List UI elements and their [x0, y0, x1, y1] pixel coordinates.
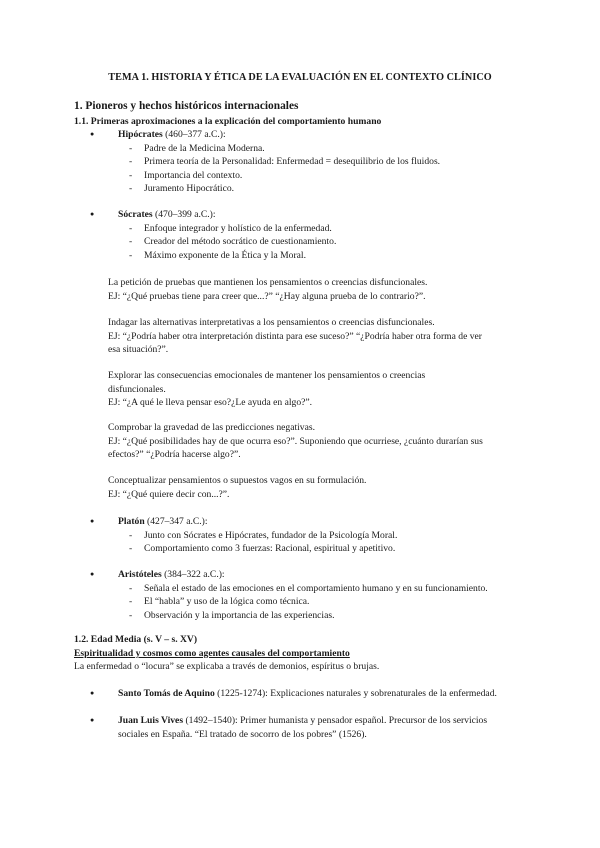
sub-item: - Juramento Hipocrático. [74, 182, 534, 196]
person-name: Platón [118, 516, 145, 527]
list-item [74, 714, 534, 728]
sub-item: - Primera teoría de la Personalidad: Enfermedad = desequilibrio de los fluidos. [74, 155, 534, 169]
text-line: EJ: “¿A qué le lleva pensar eso?¿Le ayuda en algo?”. [108, 397, 313, 408]
list-item [74, 568, 534, 582]
text-line: esa situación?”. [108, 344, 169, 355]
person-dates: (470–399 a.C.): [152, 209, 216, 220]
sub-item: - El “habla” y uso de la lógica como técnica. [74, 595, 534, 609]
sub-item: - Enfoque integrador y holístico de la enfermedad. [74, 222, 534, 236]
sub-item: - Padre de la Medicina Moderna. [74, 142, 534, 156]
person-name: Juan Luis Vives [118, 715, 184, 726]
sub-item: - Comportamiento como 3 fuerzas: Racional, espiritual y apetitivo. [74, 542, 534, 556]
sub-item: - Importancia del contexto. [74, 169, 534, 183]
paragraph [74, 316, 568, 357]
socrates-block [74, 208, 534, 262]
sub-item: - Observación y la importancia de las experiencias. [74, 609, 534, 623]
platon-block [74, 515, 534, 556]
text-line: sociales en España. “El tratado de socorro de los pobres” (1526). [118, 728, 367, 740]
hipocrates-block [74, 128, 534, 196]
text-line: La petición de pruebas que mantienen los pensamientos o creencias disfuncionales. [108, 277, 428, 288]
person-name: Hipócrates [118, 129, 163, 140]
sub-item: - Junto con Sócrates e Hipócrates, fundador de la Psicología Moral. [74, 529, 534, 543]
text-line: EJ: “¿Qué pruebas tiene para creer que...?” “¿Hay alguna prueba de lo contrario?”. [108, 290, 426, 302]
person-name: Santo Tomás de Aquino [118, 688, 215, 699]
aquino-block [74, 687, 534, 701]
list-item [74, 687, 534, 701]
text-line: Comprobar la gravedad de las predicciones negativas. [108, 422, 315, 433]
list-item [74, 515, 534, 529]
text-line: Conceptualizar pensamientos o supuestos vagos en su formulación. [108, 475, 367, 486]
list-item [74, 208, 534, 222]
sub-item: - Máximo exponente de la Ética y la Moral. [74, 249, 534, 263]
paragraph [74, 369, 568, 410]
intro-text: La enfermedad o “locura” se explicaba a través de demonios, espíritus o brujas. [74, 661, 380, 672]
person-text: (1225-1274): Explicaciones naturales y sobrenaturales de la enfermedad. [214, 688, 497, 699]
subsection-heading: 1.2. Edad Media (s. V – s. XV) [74, 634, 198, 645]
page-title: TEMA 1. HISTORIA Y ÉTICA DE LA EVALUACIÓN EN EL CONTEXTO CLÍNICO [108, 72, 492, 83]
text-line: efectos?” “¿Podría hacerse algo?”. [108, 449, 241, 460]
person-dates: (427–347 a.C.): [144, 516, 208, 527]
person-name: Aristóteles [118, 569, 162, 580]
person-dates: (384–322 a.C.): [161, 569, 225, 580]
list-item [74, 128, 534, 142]
aristoteles-block [74, 568, 534, 622]
text-line: EJ: “¿Qué quiere decir con...?”. [108, 488, 230, 500]
text-line: EJ: “¿Podría haber otra interpretación distinta para ese suceso?” “¿Podría haber otra forma de ver [108, 330, 482, 342]
text-line: Explorar las consecuencias emocionales de mantener los pensamientos o creencias [108, 370, 426, 381]
paragraph [74, 421, 568, 462]
paragraph [74, 474, 568, 501]
text-line: disfuncionales. [108, 383, 166, 395]
person-name: Sócrates [118, 209, 153, 220]
text-line: Indagar las alternativas interpretativas a los pensamientos o creencias disfuncionales. [108, 317, 435, 328]
person-text: (1492–1540): Primer humanista y pensador español. Precursor de los servicios [183, 715, 488, 726]
sub-item: - Creador del método socrático de cuestionamiento. [74, 235, 534, 249]
paragraph [74, 276, 568, 303]
subsection-heading: 1.1. Primeras aproximaciones a la explicación del comportamiento humano [74, 116, 382, 127]
vives-block [74, 714, 534, 741]
section-heading: 1. Pioneros y hechos históricos internacionales [74, 100, 299, 112]
sub-item: - Señala el estado de las emociones en el comportamiento humano y en su funcionamiento. [74, 582, 534, 596]
subsection-subheading: Espiritualidad y cosmos como agentes causales del comportamiento [74, 648, 350, 659]
person-dates: (460–377 a.C.): [162, 129, 226, 140]
text-line: EJ: “¿Qué posibilidades hay de que ocurra eso?”. Suponiendo que ocurriese, ¿cuánto durarían sus [108, 435, 483, 447]
